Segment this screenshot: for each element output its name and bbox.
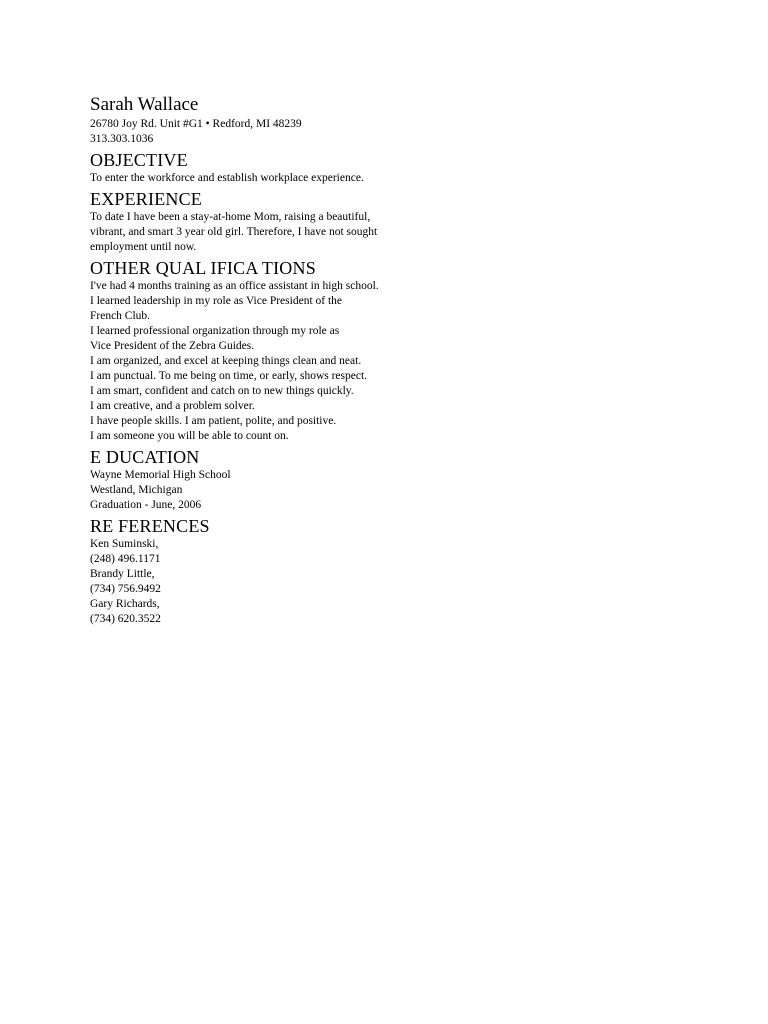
qualifications-heading: OTHER QUAL IFICA TIONS xyxy=(90,258,316,278)
experience-line: employment until now. xyxy=(90,241,197,253)
experience-heading: EXPERIENCE xyxy=(90,189,202,209)
references-section xyxy=(90,515,420,627)
contact-address: 26780 Joy Rd. Unit #G1 • Redford, MI 48239 xyxy=(90,118,302,130)
education-section xyxy=(90,446,420,513)
reference-line: (734) 756.9492 xyxy=(90,583,161,595)
qualifications-section xyxy=(90,257,420,444)
reference-line: (734) 620.3522 xyxy=(90,613,161,625)
references-heading: RE FERENCES xyxy=(90,516,210,536)
qualification-line: I am punctual. To me being on time, or early, shows respect. xyxy=(90,370,368,382)
reference-line: Gary Richards, xyxy=(90,598,160,610)
contact-phone: 313.303.1036 xyxy=(90,133,154,145)
experience-line: vibrant, and smart 3 year old girl. Therefore, I have not sought xyxy=(90,226,378,238)
qualification-line: I am organized, and excel at keeping things clean and neat. xyxy=(90,355,362,367)
education-heading: E DUCATION xyxy=(90,447,200,467)
qualification-line: I have people skills. I am patient, polite, and positive. xyxy=(90,415,337,427)
qualification-line: Vice President of the Zebra Guides. xyxy=(90,340,255,352)
qualification-line: I learned leadership in my role as Vice President of the xyxy=(90,295,343,307)
experience-line: To date I have been a stay-at-home Mom, raising a beautiful, xyxy=(90,211,371,223)
experience-section xyxy=(90,188,420,255)
reference-line: Brandy Little, xyxy=(90,568,155,580)
objective-heading: OBJECTIVE xyxy=(90,150,188,170)
education-line: Westland, Michigan xyxy=(90,484,183,496)
qualification-line: I am someone you will be able to count on. xyxy=(90,430,289,442)
qualification-line: I am smart, confident and catch on to new things quickly. xyxy=(90,385,354,397)
education-line: Wayne Memorial High School xyxy=(90,469,231,481)
resume-document xyxy=(90,93,420,627)
applicant-name: Sarah Wallace xyxy=(90,94,199,115)
reference-line: Ken Suminski, xyxy=(90,538,159,550)
objective-line: To enter the workforce and establish workplace experience. xyxy=(90,172,364,184)
qualification-line: French Club. xyxy=(90,310,151,322)
qualification-line: I learned professional organization through my role as xyxy=(90,325,340,337)
objective-section xyxy=(90,149,420,186)
education-line: Graduation - June, 2006 xyxy=(90,499,202,511)
reference-line: (248) 496.1171 xyxy=(90,553,161,565)
qualification-line: I've had 4 months training as an office assistant in high school. xyxy=(90,280,379,292)
qualification-line: I am creative, and a problem solver. xyxy=(90,400,255,412)
